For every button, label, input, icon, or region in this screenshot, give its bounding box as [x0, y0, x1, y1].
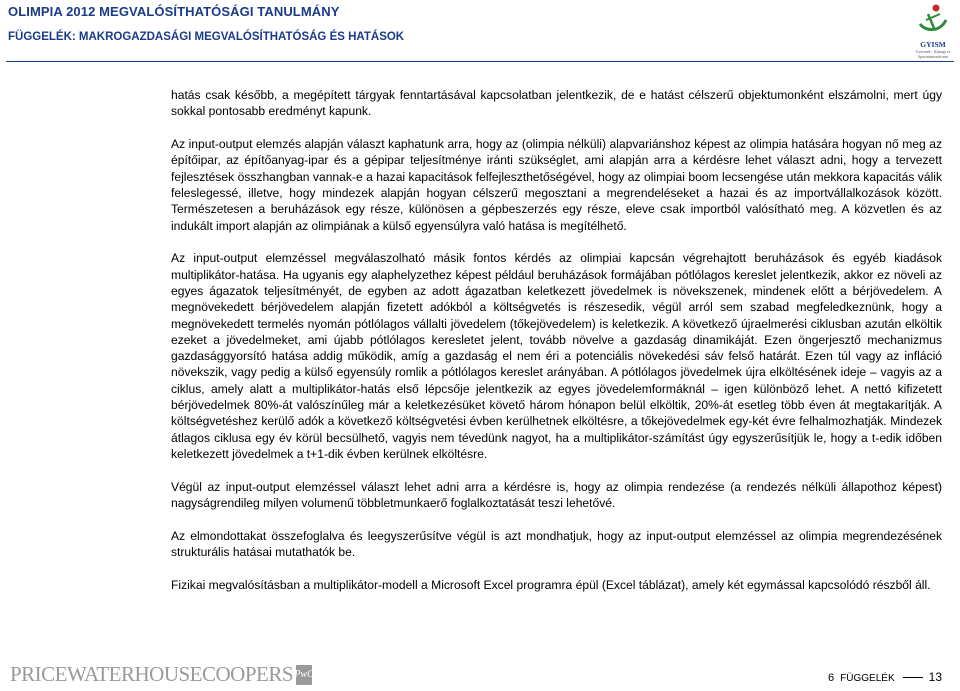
page-footer — [828, 670, 942, 684]
gyism-logo-subtext: Gyermek-, Ifjúsági és Sportminisztérium — [915, 49, 951, 59]
document-subtitle: FÜGGELÉK: MAKROGAZDASÁGI MEGVALÓSÍTHATÓSÁG ÉS HATÁSOK — [8, 31, 405, 43]
body-text — [171, 87, 942, 610]
pwc-logo-text: PRICEWATERHOUSECOOPERS — [10, 662, 294, 686]
pwc-badge-icon: PwC — [296, 665, 312, 685]
gyism-emblem-icon — [914, 2, 952, 36]
gyism-logo — [914, 2, 952, 58]
footer-divider — [903, 677, 923, 678]
paragraph: Fizikai megvalósításban a multiplikátor-modell a Microsoft Excel programra épül (Excel táblázat), amely két egymással kapcsolódó részből áll. — [171, 577, 931, 592]
page-number: 13 — [928, 670, 942, 684]
document-title: OLIMPIA 2012 MEGVALÓSÍTHATÓSÁGI TANULMÁNY — [8, 4, 340, 19]
paragraph: hatás csak később, a megépített tárgyak fenntartásával kapcsolatban jelentkezik, de e hatást célszerű objektumonként elszámolni, mert úgy sokkal pontosabb eredményt kapunk. — [171, 88, 942, 119]
section-label: FÜGGELÉK — [840, 673, 895, 684]
paragraph: Az input-output elemzés alapján választ kaphatunk arra, hogy az (olimpia nélküli) alapvariánshoz képest az olimpia hatására hogyan nő meg az építőipar, az építőanyag-ipar és a gépipar teljesítménye iránti szükséglet, ami alapján arra a kérdésre lehet választ adni, hogy a tervezett fejlesztések összhangban vannak-e a hazai kapacitások felfejleszthetőségével, hogy az olimpiai boom lecsengése után mekkora kapacitás válik feleslegessé, illetve, hogy mindezek alapján hogyan célszerű megosztani a megrendeléseket a hazai és az importvállalkozások között. Természetesen a beruházások egy része, különösen a gépbeszerzés egy része, eleve csak importból valósítható meg. A közvetlen és az indukált import alapján az olimpiának a külső egyensúlyra való hatása is megítélhető. — [171, 137, 942, 233]
paragraph: Az elmondottakat összefoglalva és leegyszerűsítve végül is azt mondhatjuk, hogy az input-output elemzéssel az olimpia megrendezésének strukturális hatásai mutathatók be. — [171, 528, 942, 560]
section-number: 6 — [828, 672, 835, 684]
paragraph: Végül az input-output elemzéssel választ lehet adni arra a kérdésre is, hogy az olimpia rendezése (a rendezés nélküli állapothoz képest) nagyságrendileg milyen volumenű többletmunkaerő foglalkoztatását teszi lehetővé. — [171, 479, 942, 511]
pwc-logo — [10, 662, 312, 687]
page-header — [8, 4, 404, 43]
header-divider — [6, 61, 954, 62]
paragraph: Az input-output elemzéssel megválaszolható másik fontos kérdés az olimpiai kapcsán végrehajtott beruházások és egyéb kiadások multiplikátor-hatása. Ha ugyanis egy alaphelyzethez képest például beruházások formájában pótlólagos kereslet jelentkezik, akkor ez növeli az egyes ágazatok teljesítményét, de egyben az adott ágazatban keletkezett jövedelmek is növekszenek, mindenek előtt a bérjövedelem. A megnövekedett bérjövedelem alapján fizetett adókból a költségvetés is részesedik, végül arról sem szabad megfeledkeznünk, hogy a megnövekedett termelés nyomán pótlólagos vállalti jövedelem (tőkejövedelem) is keletkezik. A következő újraelmerési ciklusban azután elköltik ezeket a jövedelmeket, ami újabb pótlólagos keresletet jelent, tovább növelve a gazdaság dinamikáját. Ezen öngerjesztő mechanizmus gazdasággyorsító hatása addig működik, amíg a gazdaság el nem éri a potenciális növekedési sáv felső határát. Ezen túl vagy az infláció növekszik, vagy pedig a külső egyensúly romlik a pótlólagos kereslet arányában. A pótlólagos jövedelmek újra elköltésének ideje – vagyis az a ciklus, amely alatt a multiplikátor-hatás első lépcsője jelentkezik az egyes jövedelemformáknál – igen különböző lehet. A nettó kifizetett bérjövedelmek 80%-át valószínűleg már a keletkezésüket követő három hónapon belül elköltik, 20%-át esetleg több éven át megtakarítják. A költségvetéshez kerülő adók a következő költségvetési évben kerülhetnek elköltésre, a tőkejövedelmek egy-két évre felhalmozhatják. Mindezek átlagos ciklusa egy év körül becsülhető, vagyis nem tévedünk nagyot, ha a multiplikátor-számítást úgy egyszerűsítjük le, hogy a t-edik időben keletkezett jövedelmek a t+1-dik évben kerülnek elköltésre. — [171, 251, 942, 461]
gyism-logo-text: GYISM — [920, 40, 946, 49]
